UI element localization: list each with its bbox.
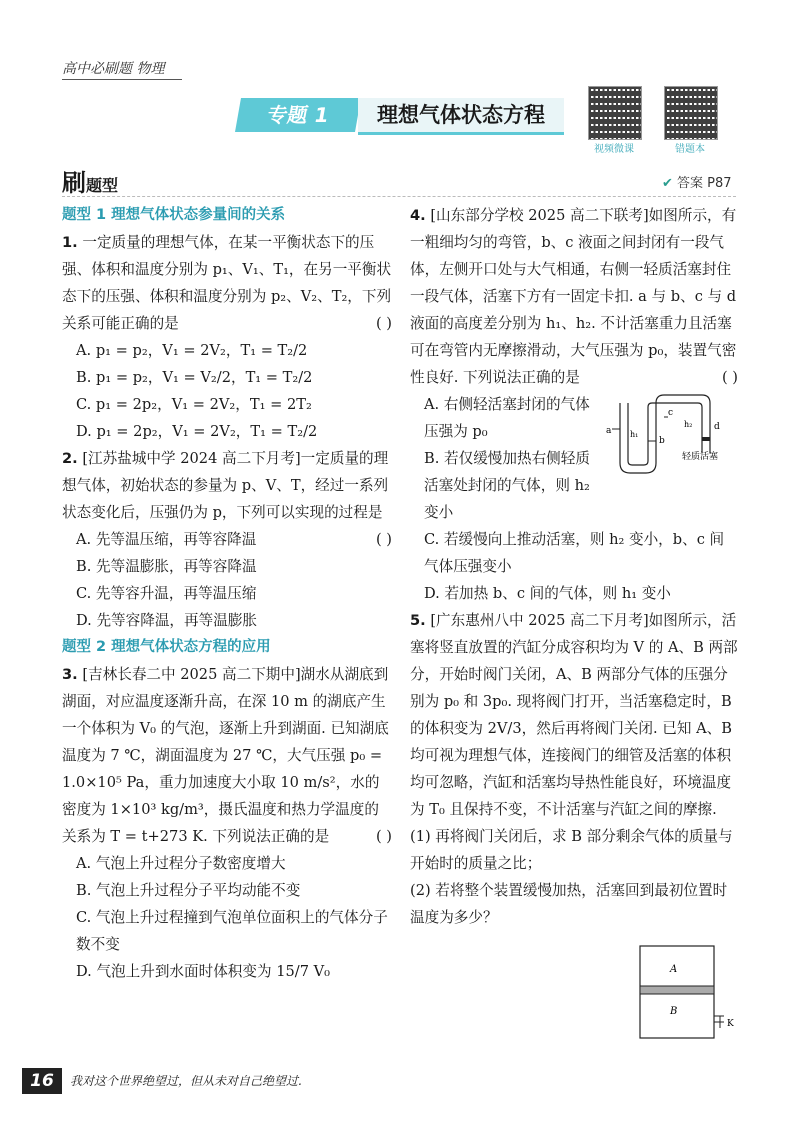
q1-option-c: C. p₁ = 2p₂，V₁ = 2V₂，T₁ = 2T₂ (76, 396, 312, 413)
label-B: B (670, 1006, 678, 1017)
q5-sub-1: (1) 再将阀门关闭后，求 B 部分剩余气体的质量与开始时的质量之比； (410, 828, 733, 872)
piston-label: 轻质活塞 (682, 452, 719, 462)
label-h2: h₂ (684, 420, 693, 429)
q3-option-c: C. 气泡上升过程撞到气泡单位面积上的气体分子数不变 (76, 909, 388, 953)
q4-option-a: A. 右侧轻活塞封闭的气体压强为 p₀ (424, 396, 590, 440)
q3-option-a: A. 气泡上升过程分子数密度增大 (76, 855, 286, 872)
question-2 (62, 445, 392, 634)
q4-answer-blank: ( ) (721, 369, 738, 386)
q4-option-d: D. 若加热 b、c 间的气体，则 h₁ 变小 (424, 585, 671, 602)
q2-option-b: B. 先等温膨胀，再等容降温 (76, 558, 257, 575)
cylinder-figure (630, 942, 740, 1044)
piston (640, 986, 714, 994)
label-K: K (727, 1019, 734, 1029)
label-c: c (668, 408, 674, 418)
topic2-title: 题型 2 理想气体状态方程的应用 (62, 639, 271, 655)
check-icon: ✔ (662, 176, 673, 191)
footer-motto: 我对这个世界绝望过，但从未对自己绝望过. (70, 1074, 302, 1088)
qr-video-label: 视频微课 (594, 144, 634, 155)
q3-stem: [吉林长春二中 2025 高二下期中]湖水从湖底到湖面，对应温度逐渐升高，在深 10 m 的湖底产生一个体积为 V₀ 的气泡，逐渐上升到湖面. 已知湖底温度为 7 ℃，湖面温度为 27 ℃，大气压强 p₀ = 1.0×10⁵ Pa，重力加速度大小取 10 m/s²，水的密度为 1×10³ kg/m³，摄氏温度和热力学温度的关系为 T = t+273 K. 下列说法正确的是 (62, 666, 389, 845)
question-3 (62, 661, 392, 985)
q4-stem: [山东部分学校 2025 高二下联考]如图所示，有一粗细均匀的弯管，b、c 液面之间封闭有一段气体，左侧开口处与大气相通，右侧一轻质活塞封住一段气体，活塞下方有一固定卡扣. a 与 b、c 与 d 液面的高度差分别为 h₁、h₂. 不计活塞重力且活塞可在弯管内无摩擦滑动，大气压强为 p₀，装置气密性良好. 下列说法正确的是 (410, 207, 737, 386)
answer-page: 答案 P87 (677, 176, 732, 191)
question-5 (410, 607, 738, 931)
section-heading (62, 163, 118, 198)
topic1-title: 题型 1 理想气体状态参量间的关系 (62, 207, 286, 223)
q2-answer-blank: ( ) (375, 531, 392, 548)
label-a: a (606, 426, 612, 436)
q5-sub-2: (2) 若将整个装置缓慢加热，活塞回到最初位置时温度为多少？ (410, 882, 728, 926)
label-A: A (670, 964, 678, 975)
bent-tube-figure (606, 393, 736, 477)
answer-reference (662, 172, 732, 191)
q2-stem: [江苏盐城中学 2024 高二下月考]一定质量的理想气体，初始状态的参量为 p、V、T，经过一系列状态变化后，压强仍为 p，下列可以实现的过程是 (62, 450, 389, 521)
q1-option-a: A. p₁ = p₂，V₁ = 2V₂，T₁ = T₂/2 (76, 342, 308, 359)
q3-option-b: B. 气泡上升过程分子平均动能不变 (76, 882, 301, 899)
question-4 (410, 202, 738, 607)
q5-stem: [广东惠州八中 2025 高二下月考]如图所示，活塞将竖直放置的汽缸分成容积均为 V 的 A、B 两部分，开始时阀门关闭，A、B 两部分气体的压强分别为 p₀ 和 3p₀. 现将阀门打开，当活塞稳定时，B 的体积变为 2V/3，然后再将阀门关闭. 已知 A、B 均可视为理想气体，连接阀门的细管及活塞的体积均可忽略，汽缸和活塞均导热性能良好，环境温度为 T₀ 且保持不变，不计活塞与汽缸之间的摩擦. (410, 612, 738, 818)
divider (62, 196, 736, 197)
q1-answer-blank: ( ) (375, 315, 392, 332)
qr-errors-label: 错题本 (675, 144, 705, 155)
q1-stem: 一定质量的理想气体，在某一平衡状态下的压强、体积和温度分别为 p₁、V₁、T₁，在另一平衡状态下的压强、体积和温度分别为 p₂、V₂、T₂，下列关系可能正确的是 (62, 234, 392, 332)
q3-option-d: D. 气泡上升到水面时体积变为 15/7 V₀ (76, 963, 331, 980)
q4-option-b: B. 若仅缓慢加热右侧轻质活塞处封闭的气体，则 h₂ 变小 (424, 450, 590, 521)
q1-option-d: D. p₁ = 2p₂，V₁ = 2V₂，T₁ = T₂/2 (76, 423, 318, 440)
q2-option-d: D. 先等容降温，再等温膨胀 (76, 612, 257, 629)
q2-option-c: C. 先等容升温，再等温压缩 (76, 585, 257, 602)
qr-code-icon (589, 87, 641, 139)
q2-number: 2. (62, 450, 78, 467)
q5-number: 5. (410, 612, 426, 629)
qr-code-icon (665, 87, 717, 139)
qr-video[interactable] (588, 86, 646, 155)
page-number: 16 (22, 1068, 62, 1094)
topic-tag: 专题 1 (235, 98, 361, 132)
q1-option-b: B. p₁ = p₂，V₁ = V₂/2，T₁ = T₂/2 (76, 369, 313, 386)
label-d: d (714, 422, 720, 432)
q4-option-c: C. 若缓慢向上推动活塞，则 h₂ 变小，b、c 间气体压强变小 (424, 531, 725, 575)
book-header: 高中必刷题 物理 (62, 61, 165, 77)
label-b: b (659, 436, 665, 446)
left-column (62, 202, 392, 985)
q2-option-a: A. 先等温压缩，再等容降温 (76, 531, 257, 548)
piston (702, 437, 710, 441)
question-1 (62, 229, 392, 445)
label-h1: h₁ (630, 430, 639, 439)
header-rule (62, 79, 182, 80)
section-label: 题型 (86, 176, 119, 195)
qr-errors[interactable] (664, 86, 722, 155)
valve (714, 1016, 724, 1028)
q3-answer-blank: ( ) (375, 828, 392, 845)
brush-glyph: 刷 (62, 169, 86, 197)
right-column (410, 202, 738, 931)
q1-number: 1. (62, 234, 78, 251)
q4-number: 4. (410, 207, 426, 224)
q3-number: 3. (62, 666, 78, 683)
page-title: 理想气体状态方程 (358, 98, 564, 135)
